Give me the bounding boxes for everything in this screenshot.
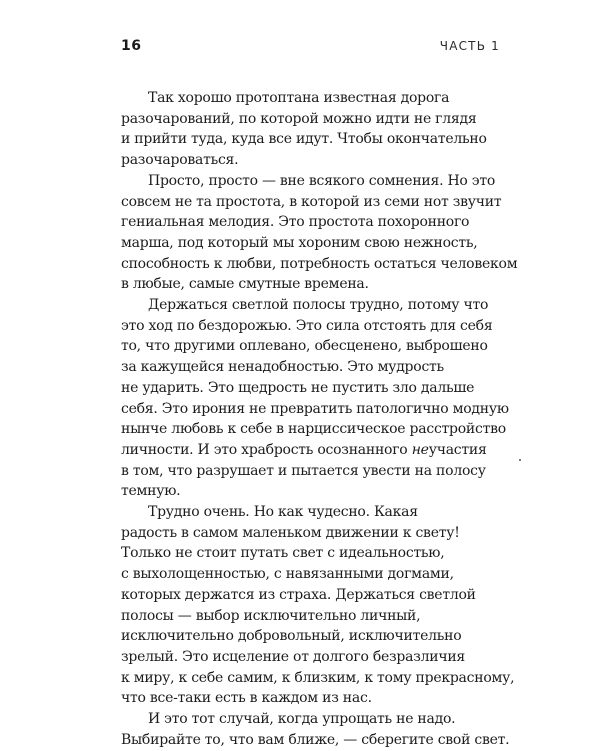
italic-emphasis: не bbox=[411, 441, 429, 458]
text-line: совсем не та простота, в которой из семи нот звучит bbox=[121, 193, 502, 210]
text-line: что все-таки есть в каждом из нас. bbox=[121, 690, 372, 707]
text-line: способность к любви, потребность остаться человеком bbox=[121, 255, 518, 272]
text-line: разочарований, по которой можно идти не глядя bbox=[121, 110, 477, 127]
text-line: не ударить. Это щедрость не пустить зло дальше bbox=[121, 379, 475, 396]
text-line: в любые, самые смутные времена. bbox=[121, 276, 369, 293]
text-line: нынче любовь к себе в нарциссическое расстройство bbox=[121, 421, 506, 438]
text-line: марша, под который мы хороним свою нежность, bbox=[121, 234, 478, 251]
text-line: темную. bbox=[121, 483, 181, 500]
text-line: это ход по бездорожью. Это сила отстоять для себя bbox=[121, 317, 493, 334]
text-line: то, что другими оплевано, обесценено, выброшено bbox=[121, 338, 488, 355]
text-line: И это тот случай, когда упрощать не надо. bbox=[148, 711, 456, 728]
text-line: Трудно очень. Но как чудесно. Какая bbox=[148, 504, 418, 521]
page-number: 16 bbox=[121, 38, 142, 54]
text-fragment: личности. И это храбрость осознанного bbox=[121, 441, 412, 458]
text-line: Держаться светлой полосы трудно, потому что bbox=[148, 297, 489, 314]
text-line: полосы — выбор исключительно личный, bbox=[121, 607, 421, 624]
text-line: которых держатся из страха. Держаться светлой bbox=[121, 586, 476, 603]
text-line: гениальная мелодия. Это простота похоронного bbox=[121, 214, 470, 231]
text-line: радость в самом маленьком движении к свету! bbox=[121, 524, 460, 541]
text-line: в том, что разрушает и пытается увести на полосу bbox=[121, 462, 486, 479]
text-line: и прийти туда, куда все идут. Чтобы окончательно bbox=[121, 131, 487, 148]
body-text bbox=[121, 88, 518, 751]
text-line: Выбирайте то, что вам ближе, — сберегите свой свет. bbox=[121, 731, 510, 748]
text-line: зрелый. Это исцеление от долгого безразличия bbox=[121, 648, 466, 665]
text-line: исключительно добровольный, исключительно bbox=[121, 628, 462, 645]
text-line: с выхолощенностью, с навязанными догмами, bbox=[121, 566, 454, 583]
scan-speck bbox=[519, 459, 521, 461]
text-fragment: участия bbox=[428, 441, 487, 458]
text-line: Только не стоит путать свет с идеальностью, bbox=[121, 545, 445, 562]
text-line: Просто, просто — вне всякого сомнения. Но это bbox=[148, 172, 496, 189]
text-line: Так хорошо протоптана известная дорога bbox=[148, 90, 450, 106]
text-line: разочароваться. bbox=[121, 152, 239, 169]
text-line: себя. Это ирония не превратить патологично модную bbox=[121, 400, 509, 417]
text-line: к миру, к себе самим, к близким, к тому прекрасному, bbox=[121, 669, 515, 686]
running-header: ЧАСТЬ 1 bbox=[439, 39, 500, 53]
text-line: за кажущейся ненадобностью. Это мудрость bbox=[121, 359, 444, 376]
text-line bbox=[121, 440, 501, 461]
